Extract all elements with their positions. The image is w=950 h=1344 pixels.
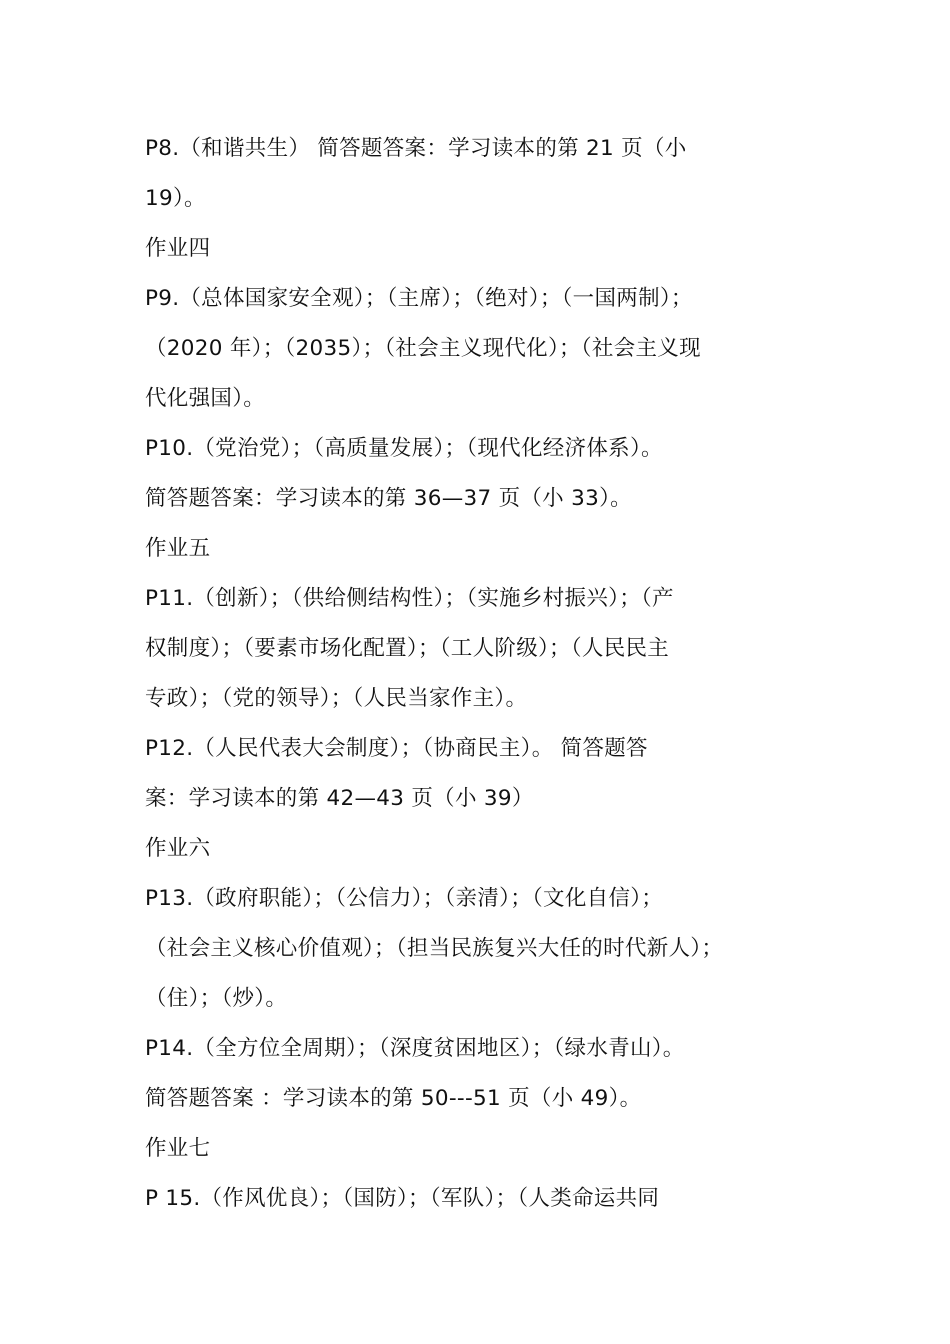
text-line-p13-cont-2: （住）；（炒）。 (145, 986, 288, 1011)
text-line-p10-answer: 简答题答案：学习读本的第 36—37 页（小 33）。 (145, 486, 632, 511)
document-body (145, 124, 821, 1224)
text-line-p8: P8.（和谐共生） 简答题答案：学习读本的第 21 页（小 (145, 136, 687, 161)
text-line-p9: P9.（总体国家安全观）；（主席）；（绝对）；（一国两制）； (145, 286, 693, 311)
section-heading-homework-4: 作业四 (145, 236, 211, 261)
text-line-p8-cont: 19）。 (145, 186, 206, 211)
text-line-p14: P14.（全方位全周期）；（深度贫困地区）；（绿水青山）。 (145, 1036, 685, 1061)
text-line-p9-cont-1: （2020 年）；（2035）；（社会主义现代化）；（社会主义现 (145, 336, 701, 361)
section-heading-homework-5: 作业五 (145, 536, 211, 561)
text-line-p11-cont-1: 权制度）；（要素市场化配置）；（工人阶级）；（人民民主 (145, 636, 670, 661)
section-heading-homework-7: 作业七 (145, 1136, 211, 1161)
text-line-p13: P13.（政府职能）；（公信力）；（亲清）；（文化自信）； (145, 886, 664, 911)
text-line-p15: P 15.（作风优良）；（国防）；（军队）；（人类命运共同 (145, 1186, 660, 1211)
text-line-p12: P12.（人民代表大会制度）；（协商民主）。 简答题答 (145, 736, 648, 761)
text-line-p11: P11.（创新）；（供给侧结构性）；（实施乡村振兴）；（产 (145, 586, 674, 611)
text-line-p12-cont: 案：学习读本的第 42—43 页（小 39） (145, 786, 534, 811)
section-heading-homework-6: 作业六 (145, 836, 211, 861)
text-line-p14-answer: 简答题答案 ：学习读本的第 50---51 页（小 49）。 (145, 1086, 642, 1111)
text-line-p9-cont-2: 代化强国）。 (145, 386, 266, 411)
text-line-p10: P10.（党治党）；（高质量发展）；（现代化经济体系）。 (145, 436, 663, 461)
text-line-p11-cont-2: 专政）；（党的领导）；（人民当家作主）。 (145, 686, 528, 711)
text-line-p13-cont-1: （社会主义核心价值观）；（担当民族复兴大任的时代新人）； (145, 936, 724, 961)
